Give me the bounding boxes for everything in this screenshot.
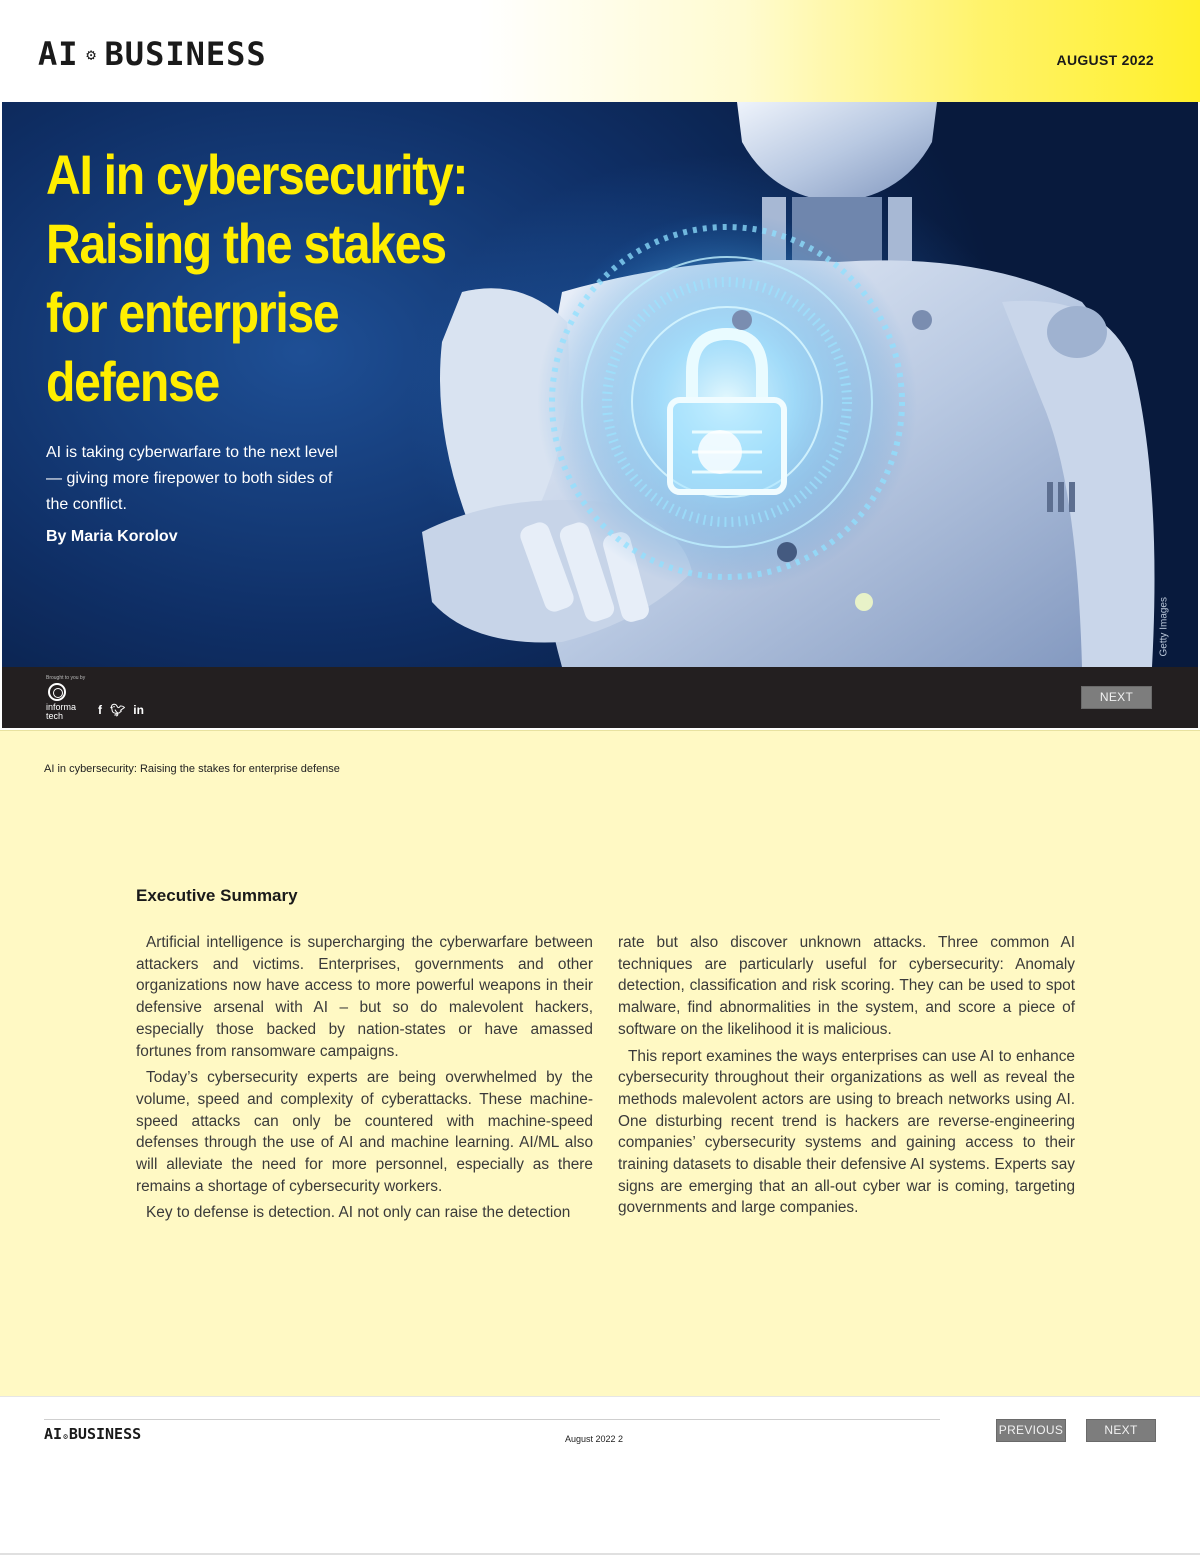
logo-text-ai: AI: [44, 1425, 63, 1443]
paragraph: Key to defense is detection. AI not only can raise the detection: [146, 1204, 571, 1222]
logo-text-business: BUSINESS: [68, 1425, 142, 1443]
previous-button[interactable]: PREVIOUS: [996, 1419, 1066, 1442]
sponsor-caption: Brought to you by: [46, 675, 86, 681]
logo-text-ai: AI: [38, 35, 79, 73]
page-number: August 2022 2: [565, 1434, 624, 1444]
paragraph: This report examines the ways enterprises can use AI to enhance cybersecurity throughout their organizations as well as reveal the methods malevolent actors are using to breach networks using AI. One disturbing recent trend is hackers are reverse-engineering companies’ cybersecurity systems and gaining access to their training datasets to disable their defensive AI systems. Experts say signs are emerging that an all-out cyber war is coming, targeting governments and large companies.: [618, 1047, 1075, 1217]
next-button[interactable]: NEXT: [1081, 686, 1152, 709]
gear-icon: ⚙: [63, 1432, 68, 1441]
ai-business-logo: [38, 34, 267, 74]
sponsor-name-line: informa: [46, 702, 77, 712]
paragraph: Today’s cybersecurity experts are being overwhelmed by the volume, speed and complexity of cyberattacks. These machine-speed attacks can only be countered with machine-speed defenses through the use of AI and machine learning. AI/ML also will alleviate the need for more personnel, especially as there remains a shortage of cybersecurity workers.: [136, 1069, 593, 1195]
social-links: [98, 703, 144, 717]
hero-subtitle: AI is taking cyberwarfare to the next level — giving more firepower to both sides of the conflict.: [46, 444, 338, 513]
sponsor-name-line: tech: [46, 711, 64, 721]
paragraph: rate but also discover unknown attacks. Three common AI techniques are particularly useful for cybersecurity: Anomaly detection, classification and risk scoring. They can be used to spot malware, find abnormalities in the system, and score a piece of software on the likelihood it is malicious.: [618, 934, 1075, 1038]
logo-text-business: BUSINESS: [104, 35, 267, 73]
photo-credit: Getty Images: [1158, 597, 1169, 657]
cover-page: [0, 0, 1200, 730]
author-byline: By Maria Korolov: [46, 528, 178, 545]
page-footer: [0, 1396, 1200, 1555]
linkedin-icon[interactable]: in: [133, 703, 144, 717]
gear-icon: ⚙: [86, 44, 97, 64]
sponsor-name: [46, 703, 76, 721]
hero-title-line: for enterprise: [46, 281, 339, 344]
issue-date: AUGUST 2022: [1056, 52, 1154, 68]
text-column-left: [136, 932, 593, 1229]
section-title: Executive Summary: [136, 886, 298, 905]
hero-title-line: Raising the stakes: [46, 212, 446, 275]
footer-logo: [44, 1425, 141, 1443]
cover-nav-bar: [2, 667, 1198, 728]
hero-banner: [2, 102, 1198, 667]
facebook-icon[interactable]: f: [98, 703, 102, 717]
text-column-right: [618, 932, 1075, 1224]
twitter-icon[interactable]: 🐦︎: [110, 703, 126, 717]
informa-logo-icon: [48, 683, 66, 701]
hero-title-line: defense: [46, 350, 219, 413]
hero-title-line: AI in cybersecurity:: [46, 143, 468, 206]
running-header: AI in cybersecurity: Raising the stakes for enterprise defense: [44, 763, 340, 775]
masthead: [0, 0, 1200, 102]
footer-divider: [44, 1419, 940, 1420]
next-button[interactable]: NEXT: [1086, 1419, 1156, 1442]
paragraph: Artificial intelligence is supercharging the cyberwarfare between attackers and victims. Enterprises, governments and other organizations now have access to more powerful weapons in their defensive arsenal with AI – but so do malevolent hackers, especially those backed by nation-states or have amassed fortunes from ransomware campaigns.: [136, 934, 593, 1060]
hero-title: [46, 140, 476, 416]
summary-page: [0, 730, 1200, 1396]
